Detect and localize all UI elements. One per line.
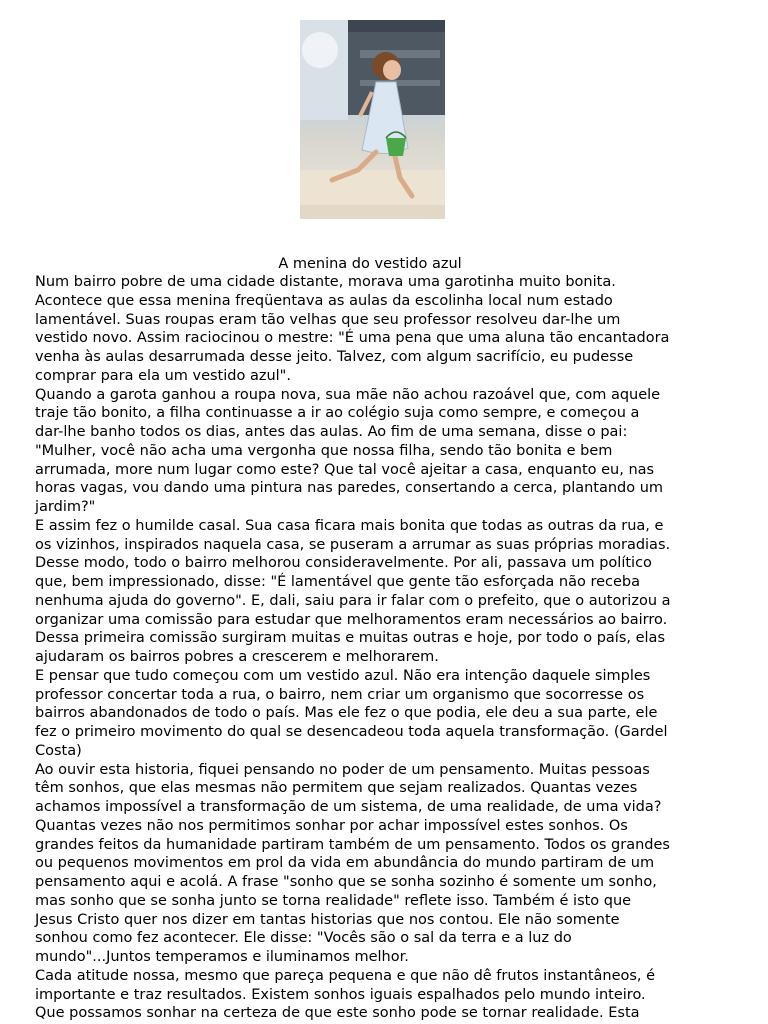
text-line: mas sonho que se sonha junto se torna realidade" reflete isso. Também é isto que	[35, 892, 632, 909]
text-line: Dessa primeira comissão surgiram muitas e muitas outras e hoje, por todo o país, elas	[35, 630, 665, 647]
text-line: comprar para ela um vestido azul".	[35, 367, 291, 384]
text-line: fez o primeiro movimento do qual se desencadeou toda aquela transformação. (Gardel	[35, 724, 668, 740]
text-line: os vizinhos, inspirados naquela casa, se puseram a arrumar as suas próprias moradias.	[35, 536, 671, 553]
text-line: professor concertar toda a rua, o bairro, nem criar um organismo que socorresse os	[35, 686, 645, 703]
text-line: pensamento aqui e acolá. A frase "sonho que se sonha sozinho é somente um sonho,	[35, 874, 657, 890]
text-line: Ao ouvir esta historia, fiquei pensando no poder de um pensamento. Muitas pessoas	[35, 761, 650, 778]
text-line: Desse modo, todo o bairro melhorou consideravelmente. Por ali, passava um político	[35, 555, 652, 572]
text-line: grandes feitos da humanidade partiram também de um pensamento. Todos os grandes	[35, 836, 670, 853]
text-line: sonhou como fez acontecer. Ele disse: "Vocês são o sal da terra e a luz do	[35, 930, 572, 947]
text-line: bairros abandonados de todo o país. Mas ele fez o que podia, ele deu a sua parte, ele	[35, 705, 658, 722]
text-line: organizar uma comissão para estudar que melhoramentos eram necessários ao bairro.	[35, 611, 668, 628]
text-line: têm sonhos, que elas mesmas não permitem que sejam realizados. Quantas vezes	[35, 780, 638, 797]
text-line: E pensar que tudo começou com um vestido azul. Não era intenção daquele simples	[35, 667, 651, 684]
text-line: que, bem impressionado, disse: "É lamentável que gente tão esforçada não receba	[35, 574, 641, 590]
story-body	[35, 273, 735, 1023]
text-line: Acontece que essa menina freqüentava as aulas da escolinha local num estado	[35, 292, 613, 309]
text-line: Que possamos sonhar na certeza de que este sonho pode se tornar realidade. Esta	[35, 1005, 640, 1022]
text-line: Quantas vezes não nos permitimos sonhar por achar impossível estes sonhos. Os	[35, 817, 628, 834]
text-line: dar-lhe banho todos os dias, antes das aulas. Ao fim de uma semana, disse o pai:	[35, 424, 628, 440]
text-line: "Mulher, você não acha uma vergonha que nossa filha, sendo tão bonita e bem	[35, 442, 613, 459]
girl-running-photo	[300, 20, 445, 219]
text-line: Quando a garota ganhou a roupa nova, sua mãe não achou razoável que, com aquele	[35, 386, 661, 403]
text-line: arrumada, more num lugar como este? Que tal você ajeitar a casa, enquanto eu, nas	[35, 461, 655, 478]
text-line: Cada atitude nossa, mesmo que pareça pequena e que não dê frutos instantâneos, é	[35, 967, 656, 984]
text-line: jardim?"	[35, 499, 96, 515]
text-line: mundo"...Juntos temperamos e iluminamos melhor.	[35, 949, 409, 965]
text-line: Num bairro pobre de uma cidade distante, morava uma garotinha muito bonita.	[35, 274, 616, 290]
photo-illustration	[300, 20, 445, 219]
text-line: lamentável. Suas roupas eram tão velhas que seu professor resolveu dar-lhe um	[35, 311, 621, 328]
text-line: venha às aulas desarrumada desse jeito. Talvez, com algum sacrifício, eu pudesse	[35, 349, 634, 365]
text-line: nenhuma ajuda do governo". E, dali, saiu para ir falar com o prefeito, que o autorizou a	[35, 592, 671, 609]
story-title: A menina do vestido azul	[278, 256, 462, 272]
text-line: Costa)	[35, 742, 82, 759]
text-line: achamos impossível a transformação de um sistema, de uma realidade, de uma vida?	[35, 799, 662, 815]
text-line: traje tão bonito, a filha continuasse a ir ao colégio suja como sempre, e começou a	[35, 405, 640, 422]
text-line: Jesus Cristo quer nos dizer em tantas historias que nos contou. Ele não somente	[35, 911, 620, 928]
text-line: vestido novo. Assim raciocinou o mestre: "É uma pena que uma aluna tão encantadora	[35, 330, 670, 347]
text-line: importante e traz resultados. Existem sonhos iguais espalhados pelo mundo inteiro.	[35, 986, 646, 1003]
text-line: E assim fez o humilde casal. Sua casa ficara mais bonita que todas as outras da rua, e	[35, 517, 664, 534]
text-line: ajudaram os bairros pobres a crescerem e melhorarem.	[35, 649, 439, 665]
text-line: horas vagas, vou dando uma pintura nas paredes, consertando a cerca, plantando um	[35, 480, 664, 497]
text-line: ou pequenos movimentos em prol da vida em abundância do mundo partiram de um	[35, 855, 655, 872]
